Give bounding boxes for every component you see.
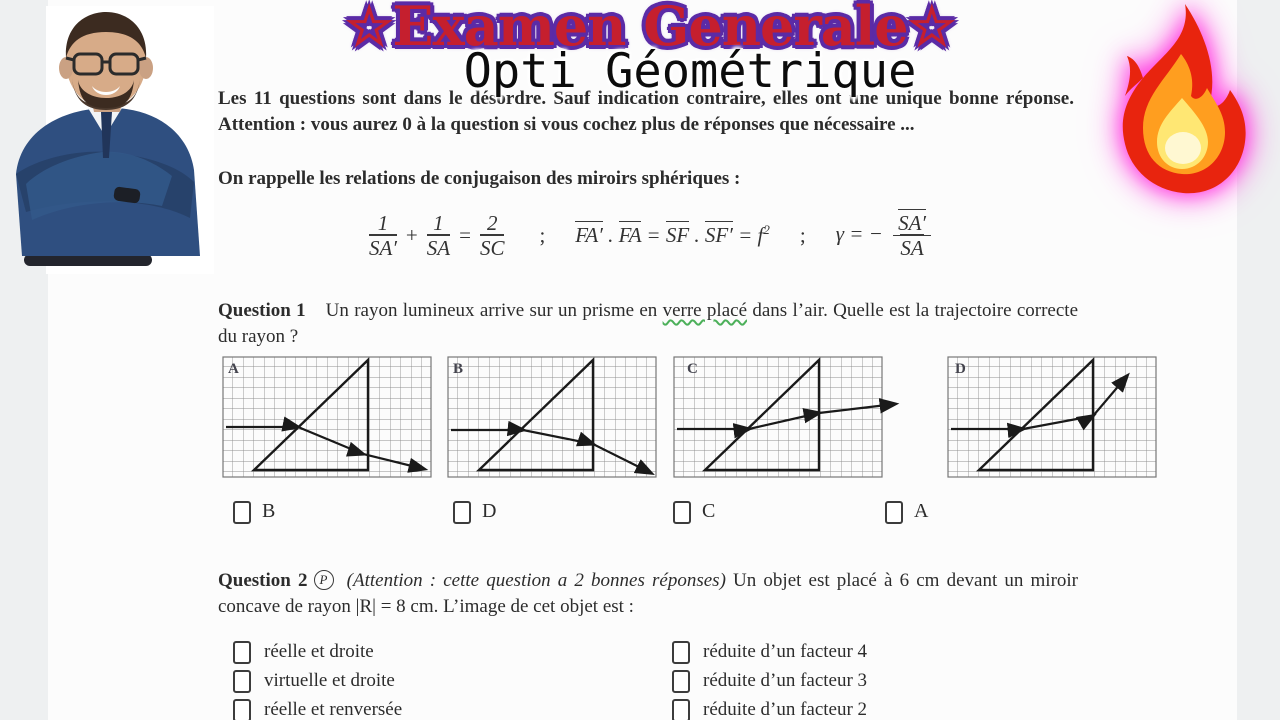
checkbox[interactable]	[672, 641, 690, 664]
checkbox[interactable]	[672, 670, 690, 693]
q2-warning-note: (Attention : cette question a 2 bonnes réponses)	[346, 570, 726, 591]
checkbox[interactable]	[673, 501, 691, 524]
fraction: $\frac{2}{SC}$	[479, 210, 505, 260]
checkbox[interactable]	[233, 699, 251, 720]
question-2: Question 2 P (Attention : cette question a 2 bonnes réponses) Un objet est placé à 6 cm devant un miroir concave de rayon |R| = 8 cm. L’image de cet objet est :	[218, 570, 1078, 617]
checkbox[interactable]	[233, 641, 251, 664]
circled-p-badge: P	[314, 570, 334, 590]
fire-icon	[1093, 0, 1265, 208]
q2-option: réduite d’un facteur 2	[672, 699, 867, 720]
checkbox[interactable]	[453, 501, 471, 524]
checkbox[interactable]	[885, 501, 903, 524]
question-1-label: Question 1	[218, 300, 306, 321]
svg-text:D: D	[955, 361, 966, 377]
q2-option: réduite d’un facteur 4	[672, 641, 867, 664]
video-title: ☆Examen Generale☆	[344, 0, 956, 58]
checkbox[interactable]	[672, 699, 690, 720]
question-2-label: Question 2	[218, 570, 308, 591]
magnification-relation: γ = − $\frac{SA'}{SA}$	[836, 212, 936, 259]
video-subtitle: Opti Géométrique	[463, 44, 917, 99]
newton-relation: FA′ . FA = SF . $SF' = f^2$	[575, 222, 770, 247]
prism-diagram-d	[947, 356, 1157, 478]
fraction: $\frac{1}{SA'}$	[369, 210, 397, 260]
prism-diagram-c	[673, 356, 883, 478]
svg-text:B: B	[453, 361, 464, 377]
q1-answer-a: A	[885, 500, 928, 524]
q2-option: réelle et droite	[233, 641, 374, 664]
fraction: $\frac{1}{SA}$	[426, 210, 451, 260]
exam-instructions: Les 11 questions sont dans le désordre. Sauf indication contraire, elles ont une unique bonne réponse. Attention : vous aurez 0 à la question si vous cochez plus de réponses que nécessaire ...	[218, 88, 1074, 135]
checkbox[interactable]	[233, 670, 251, 693]
mirror-relations-intro: On rappelle les relations de conjugaison des miroirs sphériques :	[218, 168, 741, 189]
prism-diagram-b	[447, 356, 657, 478]
q1-answer-c: C	[673, 500, 715, 524]
spellcheck-underline: verre placé	[662, 300, 748, 321]
q2-option: réduite d’un facteur 3	[672, 670, 867, 693]
question-1: Question 1 Un rayon lumineux arrive sur un prisme en verre placé dans l’air. Quelle est la trajectoire correcte du rayon ?	[218, 300, 1079, 347]
conjugation-formulas: $\frac{1}{SA'}$ + $\frac{1}{SA}$ = $\frac{2}{SC}$ ; FA′ . FA = SF . $SF' = f^2$ ; γ = − $\frac{SA'}{SA}$	[230, 204, 1070, 266]
checkbox[interactable]	[233, 501, 251, 524]
svg-text:A: A	[228, 361, 239, 377]
q1-answer-b: B	[233, 500, 275, 524]
q2-option: réelle et renversée	[233, 699, 402, 720]
q2-option: virtuelle et droite	[233, 670, 395, 693]
prism-diagram-a	[222, 356, 432, 478]
q1-answer-d: D	[453, 500, 496, 524]
svg-text:C: C	[687, 361, 698, 377]
instructor-photo	[2, 6, 214, 274]
